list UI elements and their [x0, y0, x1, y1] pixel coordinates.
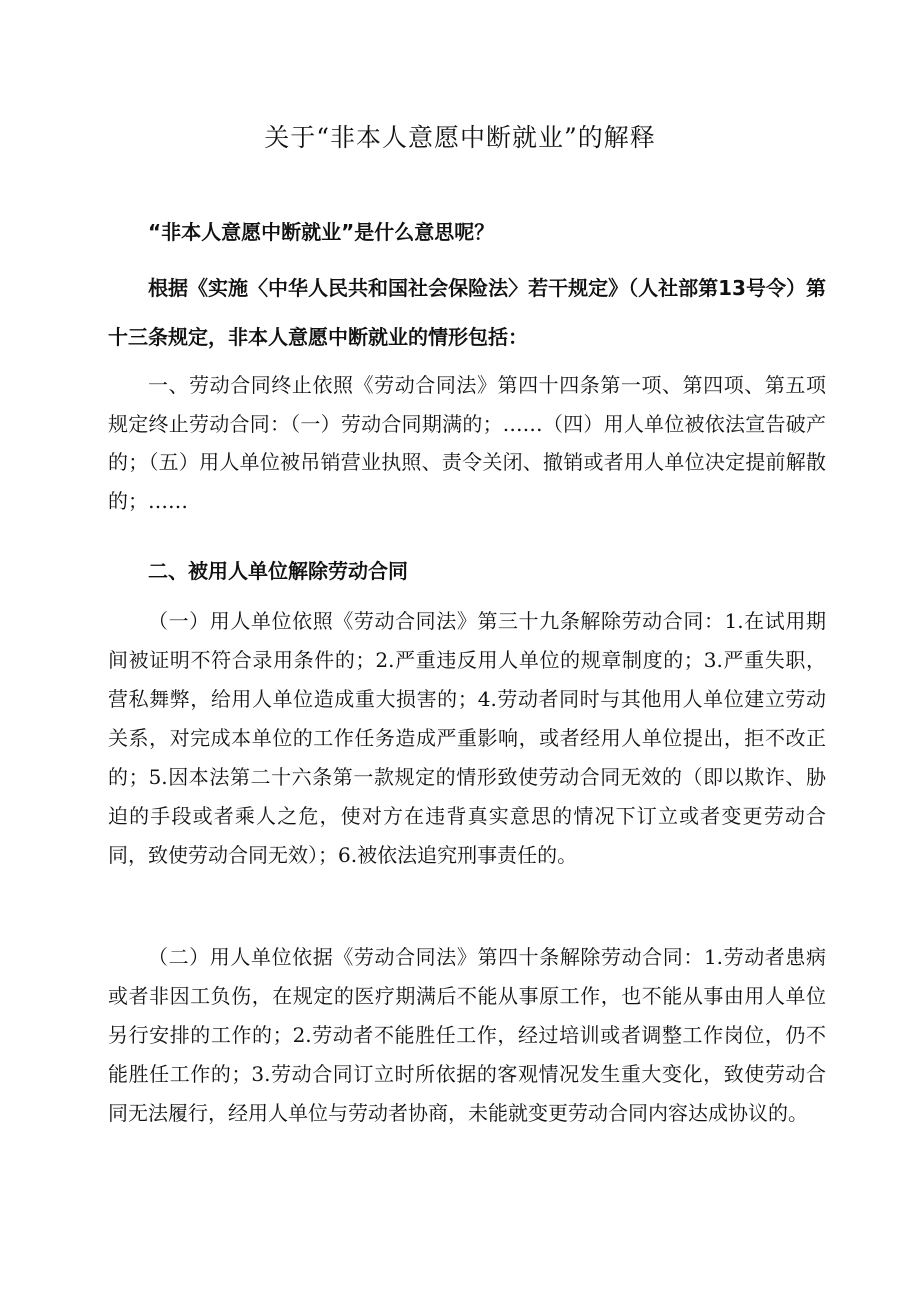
- section2-item2-paragraph: （二）用人单位依据《劳动合同法》第四十条解除劳动合同：1.劳动者患病或者非因工负伤，在规定的医疗期满后不能从事原工作，也不能从事由用人单位另行安排的工作的；2.劳动者不能胜任工作，经过培训或者调整工作岗位，仍不能胜任工作的；3.劳动合同订立时所依据的客观情况发生重大变化，致使劳动合同无法履行，经用人单位与劳动者协商，未能就变更劳动合同内容达成协议的。: [108, 945, 826, 1125]
- section-2: [108, 553, 826, 590]
- section-2-item-2: [108, 938, 826, 1133]
- document-body: [108, 214, 826, 362]
- section2-item1-paragraph: （一）用人单位依照《劳动合同法》第三十九条解除劳动合同：1.在试用期间被证明不符合录用条件的；2.严重违反用人单位的规章制度的；3.严重失职，营私舞弊，给用人单位造成重大损害的；4.劳动者同时与其他用人单位建立劳动关系，对完成本单位的工作任务造成严重影响，或者经用人单位提出，拒不改正的；5.因本法第二十六条第一款规定的情形致使劳动合同无效的（即以欺诈、胁迫的手段或者乘人之危，使对方在违背真实意思的情况下订立或者变更劳动合同，致使劳动合同无效）；6.被依法追究刑事责任的。: [108, 609, 826, 867]
- section-1: [108, 366, 826, 520]
- question-paragraph: “非本人意愿中断就业”是什么意思呢？: [148, 220, 495, 244]
- section-2-item-1: [108, 602, 826, 875]
- section2-heading: 二、被用人单位解除劳动合同: [148, 559, 408, 583]
- document-title: 关于“非本人意愿中断就业”的解释: [264, 123, 656, 152]
- basis-paragraph: 根据《实施〈中华人民共和国社会保险法〉若干规定》（人社部第13号令）第十三条规定，非本人意愿中断就业的情形包括：: [108, 276, 826, 349]
- section1-paragraph: 一、劳动合同终止依照《劳动合同法》第四十四条第一项、第四项、第五项规定终止劳动合同：（一）劳动合同期满的；……（四）用人单位被依法宣告破产的；（五）用人单位被吊销营业执照、责令关闭、撤销或者用人单位决定提前解散的；……: [108, 373, 826, 513]
